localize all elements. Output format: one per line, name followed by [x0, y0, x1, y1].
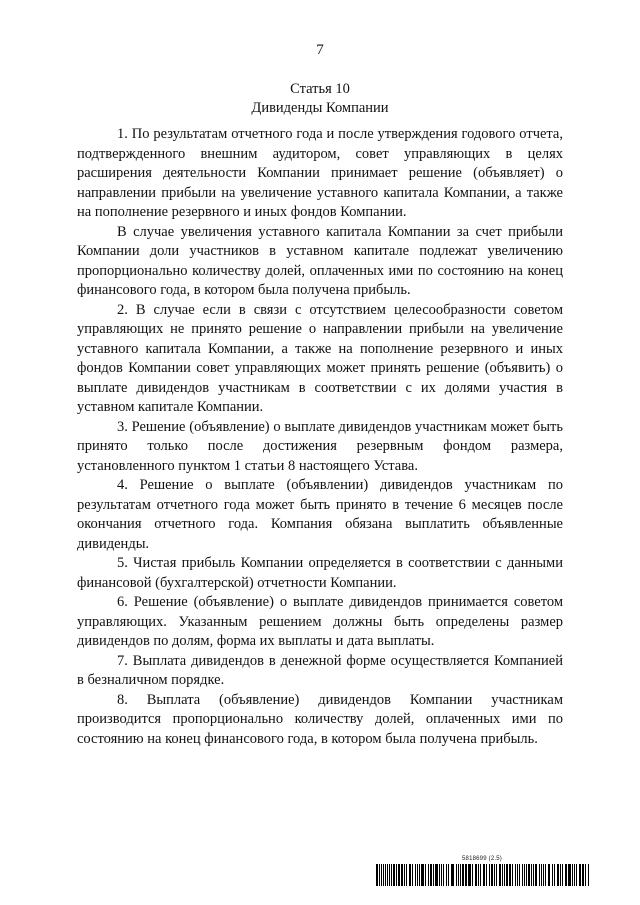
paragraph-8: 8. Выплата (объявление) дивидендов Компании участникам производится пропорционально количеству долей, оплаченных ими по состоянию на конец финансового года, в котором была получена прибыль. [77, 691, 563, 747]
paragraph-1-continued: В случае увеличения уставного капитала Компании за счет прибыли Компании доли участников в уставном капитале подлежат увеличению пропорционально количеству долей, оплаченных ими по состоянию на конец финансового года, в котором была получена прибыль. [77, 223, 563, 298]
page-number: 7 [316, 42, 324, 58]
barcode-graphic [376, 864, 590, 886]
article-title: Дивиденды Компании [251, 100, 389, 116]
article-number: Статья 10 [290, 81, 350, 97]
paragraph-1: 1. По результатам отчетного года и после утверждения годового отчета, подтвержденного внешним аудитором, совет управляющих в целях расширения деятельности Компании принимает решение (объявляет) о направлении прибыли на увеличение уставного капитала Компании, а также на пополнение резервного и иных фондов Компании. [77, 126, 563, 220]
paragraph-5: 5. Чистая прибыль Компании определяется в соответствии с данными финансовой (бухгалтерской) отчетности Компании. [77, 555, 563, 591]
article-heading [0, 80, 640, 118]
article-body [77, 125, 563, 749]
paragraph-4: 4. Решение о выплате (объявлении) дивидендов участникам по результатам отчетного года может быть принято в течение 6 месяцев после окончания отчетного года. Компания обязана выплатить объявленные дивиденды. [77, 477, 563, 552]
paragraph-2: 2. В случае если в связи с отсутствием целесообразности советом управляющих не принято решение о направлении прибыли на увеличение уставного капитала Компании, а также на пополнение резервного и иных фондов Компании совет управляющих может принять решение (объявить) о выплате дивидендов участникам в соответствии с их долями участия в уставном капитале Компании. [77, 301, 563, 415]
paragraph-6: 6. Решение (объявление) о выплате дивидендов принимается советом управляющих. Указанным решением должны быть определены размер дивидендов по долям, форма их выплаты и дата выплаты. [77, 594, 563, 649]
paragraph-3: 3. Решение (объявление) о выплате дивидендов участникам может быть принято только после достижения резервным фондом размера, установленного пунктом 1 статьи 8 настоящего Устава. [77, 418, 563, 474]
document-code: 5818699 (2.5) [462, 856, 502, 862]
paragraph-7: 7. Выплата дивидендов в денежной форме осуществляется Компанией в безналичном порядке. [77, 652, 563, 688]
